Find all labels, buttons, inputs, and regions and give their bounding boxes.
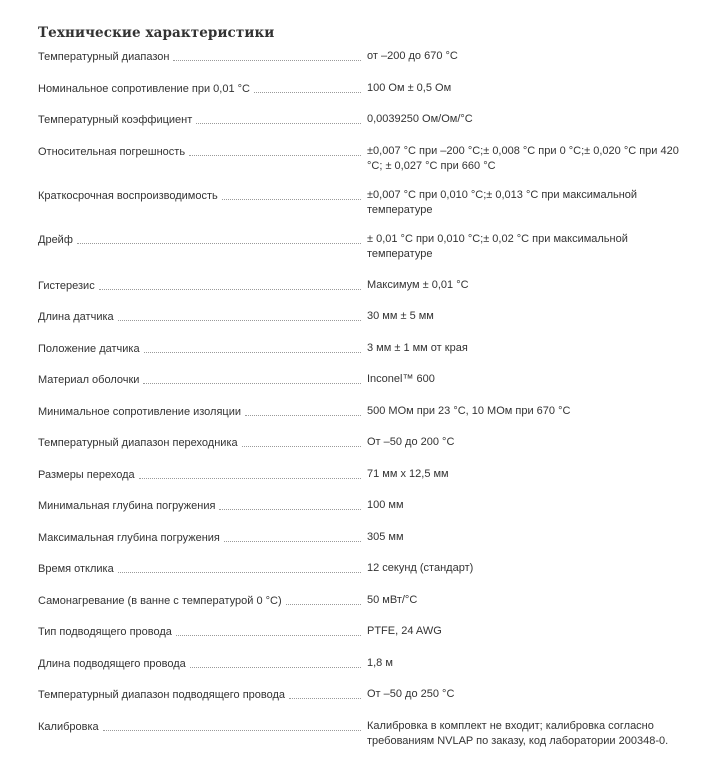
spec-label (38, 341, 367, 358)
spec-value: 12 секунд (стандарт) (367, 562, 474, 574)
spec-value: От –50 до 200 °C (367, 436, 455, 448)
dotted-leader (286, 594, 361, 605)
spec-label (38, 309, 367, 326)
spec-list (38, 49, 688, 763)
spec-label (38, 278, 367, 295)
spec-row (38, 687, 688, 719)
spec-value: PTFE, 24 AWG (367, 625, 442, 637)
spec-label-text: Размеры перехода (38, 468, 135, 481)
spec-label-text: Время отклика (38, 563, 114, 575)
spec-label (38, 188, 367, 205)
spec-label (38, 144, 367, 161)
spec-row (38, 81, 688, 113)
spec-label (38, 656, 367, 673)
spec-row (38, 341, 688, 373)
dotted-leader (222, 189, 361, 200)
dotted-leader (176, 625, 361, 636)
spec-row (38, 112, 688, 144)
spec-value: ±0,007 °C при –200 °C;± 0,008 °C при 0 °C;± 0,020 °C при 420 °C; ± 0,027 °C при 660 °C (367, 144, 679, 172)
spec-label (38, 404, 367, 421)
spec-row (38, 144, 688, 188)
spec-value: 305 мм (367, 530, 404, 543)
spec-row (38, 656, 688, 688)
spec-row (38, 530, 688, 562)
spec-row (38, 49, 688, 81)
spec-row (38, 278, 688, 310)
spec-label-text: Минимальное сопротивление изоляции (38, 405, 242, 418)
spec-label (38, 372, 367, 389)
spec-row (38, 593, 688, 625)
spec-label-text: Краткосрочная воспроизводимость (38, 189, 218, 202)
spec-value: 3 мм ± 1 мм от края (367, 341, 468, 354)
spec-value: ±0,007 °C при 0,010 °C;± 0,013 °C при максимальной температуре (367, 188, 638, 216)
dotted-leader (118, 310, 361, 321)
spec-value: 30 мм ± 5 мм (367, 310, 434, 322)
spec-value: 1,8 м (367, 656, 393, 669)
spec-row (38, 309, 688, 341)
spec-label-text: Материал оболочки (38, 374, 140, 386)
spec-value: От –50 до 250 °C (367, 688, 455, 700)
spec-label-text: Положение датчика (38, 342, 140, 355)
spec-value: Калибровка в комплект не входит; калибровка согласно требованиям NVLAP по заказу, код лаборатории 200348-0. (367, 719, 669, 747)
spec-row (38, 719, 688, 763)
spec-value: Inconel™ 600 (367, 373, 435, 385)
spec-row (38, 372, 688, 404)
dotted-leader (219, 499, 361, 510)
spec-value: от –200 до 670 °C (367, 50, 458, 62)
spec-label-text: Тип подводящего провода (38, 626, 172, 638)
spec-label-text: Длина подводящего провода (38, 657, 186, 670)
spec-row (38, 624, 688, 656)
spec-label-text: Гистерезис (38, 279, 95, 292)
spec-label-text: Максимальная глубина погружения (38, 531, 220, 544)
spec-label (38, 624, 367, 641)
spec-label-text: Дрейф (38, 233, 73, 246)
spec-row (38, 498, 688, 530)
spec-label-text: Длина датчика (38, 311, 114, 323)
dotted-leader (190, 657, 361, 668)
dotted-leader (139, 468, 361, 479)
spec-label-text: Самонагревание (в ванне с температурой 0 °C) (38, 594, 282, 607)
spec-label (38, 49, 367, 66)
spec-value: 100 Ом ± 0,5 Ом (367, 81, 452, 94)
dotted-leader (189, 145, 361, 156)
spec-label-text: Температурный коэффициент (38, 114, 193, 126)
spec-value: 71 мм x 12,5 мм (367, 467, 449, 480)
dotted-leader (254, 82, 361, 93)
spec-label-text: Минимальная глубина погружения (38, 500, 216, 512)
spec-label (38, 435, 367, 452)
spec-value: 50 мВт/°C (367, 593, 418, 606)
spec-label (38, 530, 367, 547)
spec-value: 100 мм (367, 499, 404, 511)
spec-label-text: Температурный диапазон подводящего провода (38, 689, 286, 701)
spec-label-text: Температурный диапазон (38, 51, 170, 63)
dotted-leader (77, 233, 361, 244)
spec-value: ± 0,01 °C при 0,010 °C;± 0,02 °C при максимальной температуре (367, 232, 628, 260)
spec-label (38, 687, 367, 704)
dotted-leader (173, 50, 361, 61)
spec-label (38, 232, 367, 249)
spec-value: 500 МОм при 23 °C, 10 МОм при 670 °C (367, 404, 571, 417)
spec-label-text: Относительная погрешность (38, 145, 186, 158)
spec-label (38, 719, 367, 736)
spec-label (38, 498, 367, 515)
dotted-leader (143, 373, 361, 384)
specifications-section (38, 24, 688, 763)
dotted-leader (144, 342, 361, 353)
dotted-leader (289, 688, 361, 699)
dotted-leader (224, 531, 361, 542)
dotted-leader (99, 279, 361, 290)
spec-row (38, 188, 688, 232)
spec-value: 0,0039250 Ом/Ом/°C (367, 113, 473, 125)
dotted-leader (196, 113, 361, 124)
spec-row (38, 404, 688, 436)
spec-label-text: Калибровка (38, 720, 99, 733)
section-title: Технические характеристики (38, 25, 275, 41)
dotted-leader (242, 436, 361, 447)
spec-label (38, 593, 367, 610)
spec-label (38, 112, 367, 129)
spec-label (38, 81, 367, 98)
spec-label (38, 467, 367, 484)
spec-label (38, 561, 367, 578)
dotted-leader (245, 405, 361, 416)
spec-row (38, 232, 688, 278)
dotted-leader (118, 562, 361, 573)
spec-row (38, 467, 688, 499)
spec-row (38, 561, 688, 593)
spec-label-text: Температурный диапазон переходника (38, 437, 238, 449)
spec-row (38, 435, 688, 467)
spec-value: Максимум ± 0,01 °C (367, 278, 469, 291)
spec-label-text: Номинальное сопротивление при 0,01 °C (38, 82, 250, 95)
